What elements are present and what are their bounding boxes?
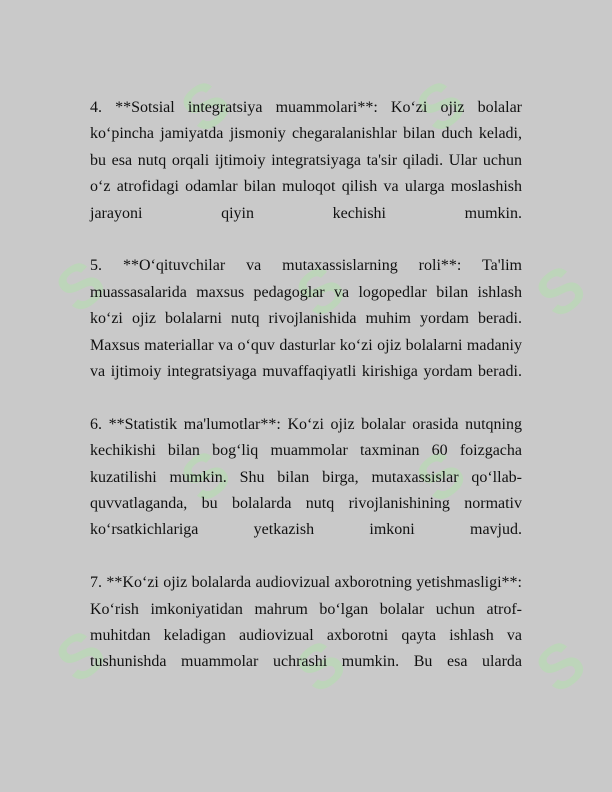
watermark-logo: S <box>283 249 362 332</box>
watermark-logo: S <box>168 64 247 147</box>
document-body <box>90 95 522 676</box>
watermark-logo: S <box>43 244 122 327</box>
paragraph-7: 7. **Ko‘zi ojiz bolalarda audiovizual axborotning yetishmasligi**: Ko‘rish imkoniyatidan mahrum bo‘lgan bolalar uchun atrof-muhitdan keladigan audiovizual axborotni qayta ishlash va tushunishda muammolar uchrashi mumkin. Bu esa ularda <box>90 574 522 671</box>
paragraph-4: 4. **Sotsial integratsiya muammolari**: Ko‘zi ojiz bolalar ko‘pincha jamiyatda jismoniy chegaralanishlar bilan duch keladi, bu esa nutq orqali ijtimoiy integratsiyaga ta'sir qiladi. Ular uchun o‘z atrofidagi odamlar bilan muloqot qilish va ularga moslashish jarayoni qiyin kechishi mumkin. <box>90 99 522 222</box>
paragraph-5: 5. **O‘qituvchilar va mutaxassislarning roli**: Ta'lim muassasalarida maxsus pedagoglar va logopedlar bilan ishlash ko‘zi ojiz bolalarni nutq rivojlanishida muhim yordam beradi. Maxsus materiallar va o‘quv dasturlar ko‘zi ojiz bolalarni madaniy va ijtimoiy integratsiyaga muvaffaqiyatli kirishiga yordam beradi. <box>90 257 522 381</box>
watermark-logo: S <box>43 614 122 697</box>
watermark-logo: S <box>403 64 482 147</box>
watermark-logo: S <box>283 624 362 707</box>
watermark-logo: S <box>523 624 602 707</box>
watermark-logo: S <box>168 434 247 517</box>
watermark-logo: S <box>523 249 602 332</box>
watermark-logo: S <box>403 434 482 517</box>
paragraph-6: 6. **Statistik ma'lumotlar**: Ko‘zi ojiz bolalar orasida nutqning kechikishi bilan bog‘liq muammolar taxminan 60 foizgacha kuzatilishi mumkin. Shu bilan birga, mutaxassislar qo‘llab-quvvatlaganda, bu bolalarda nutq rivojlanishining normativ ko‘rsatkichlariga yetkazish imkoni mavjud. <box>90 415 522 539</box>
